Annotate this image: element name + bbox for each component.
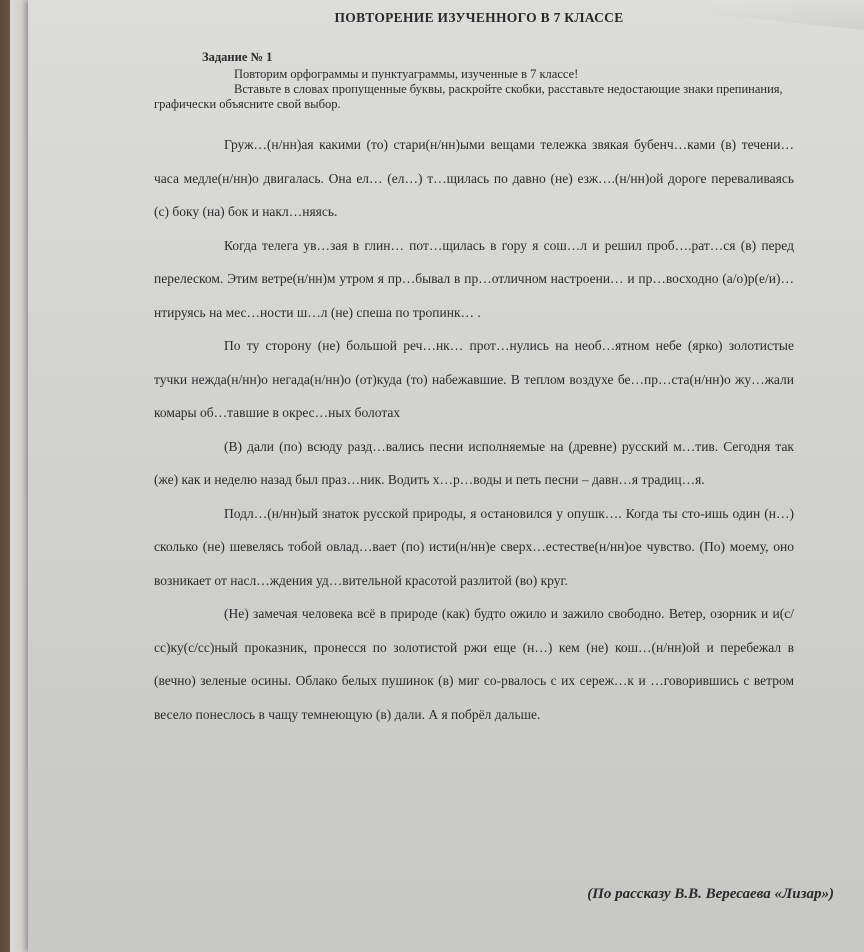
paragraph-4: (В) дали (по) всюду разд…вались песни исполняемые на (древне) русский м…тив. Сегодня так (же) как и неделю назад был праз…ник. Водить х…р…воды и петь песни – давн…я традиц…я.: [154, 438, 794, 487]
paragraph-5: Подл…(н/нн)ый знаток русской природы, я остановился у опушк…. Когда ты сто-ишь один (н…) сколько (не) шевелясь тобой овлад…вает (по) исти(н/нн)е сверх…естестве(н/нн)ое чувство. (По) моему, оно возникает от насл…ждения уд…вительной красотой разлитой (во) круг.: [154, 505, 794, 588]
exercise-text: [154, 128, 794, 731]
paragraph-6: (Не) замечая человека всё в природе (как) будто ожило и зажило свободно. Ветер, озорник и и(с/сс)ку(с/сс)ный проказник, пронесся по золотистой ржи еще (н…) кем (не) кош…(н/нн)ой и перебежал в (вечно) зеленые осины. Облако белых пушинок (в) миг со-рвалось с их сереж…к и …говорившись с ветром весело понеслось в чащу темнеющую (в) дали. А я побрёл дальше.: [154, 606, 794, 722]
worksheet-page: [28, 0, 864, 952]
text-column: [154, 10, 794, 731]
paragraph-1: Груж…(н/нн)ая какими (то) стари(н/нн)ыми вещами тележка звякая бубенч…ками (в) течени… часа медле(н/нн)о двигалась. Она ел… (ел…) т…щилась по давно (не) езж….(н/нн)ой дороге переваливаясь (с) боку (на) бок и накл…няясь.: [154, 137, 794, 219]
paragraph-2: Когда телега ув…зая в глин… пот…щилась в гору я сош…л и решил проб….рат…ся (в) перед перелеском. Этим ветре(н/нн)м утром я пр…бывал в пр…отличном настроени… и пр…восходно (а/о)р(е/и)…нтируясь на мес…ности ш…л (не) спеша по тропинк… .: [154, 237, 794, 320]
task-instruction-1: Повторим орфограммы и пунктуаграммы, изученные в 7 классе!: [234, 67, 579, 81]
paragraph-3: По ту сторону (не) большой реч…нк… прот…нулись на необ…ятном небе (ярко) золотистые тучки нежда(н/нн)о негада(н/нн)о (от)куда (то) набежавшие. В теплом воздухе бе…пр…ста(н/нн)о жу…жали комары об…тавшие в окрес…ных болотах: [154, 338, 794, 420]
task-label: Задание № 1: [202, 50, 273, 64]
page-title: ПОВТОРЕНИЕ ИЗУЧЕННОГО В 7 КЛАССЕ: [334, 10, 624, 25]
task-instruction-2: Вставьте в словах пропущенные буквы, раскройте скобки, расставьте недостающие знаки препинания, графически объясните свой выбор.: [154, 82, 783, 111]
source-attribution: (По рассказу В.В. Вересаева «Лизар»): [587, 886, 834, 902]
